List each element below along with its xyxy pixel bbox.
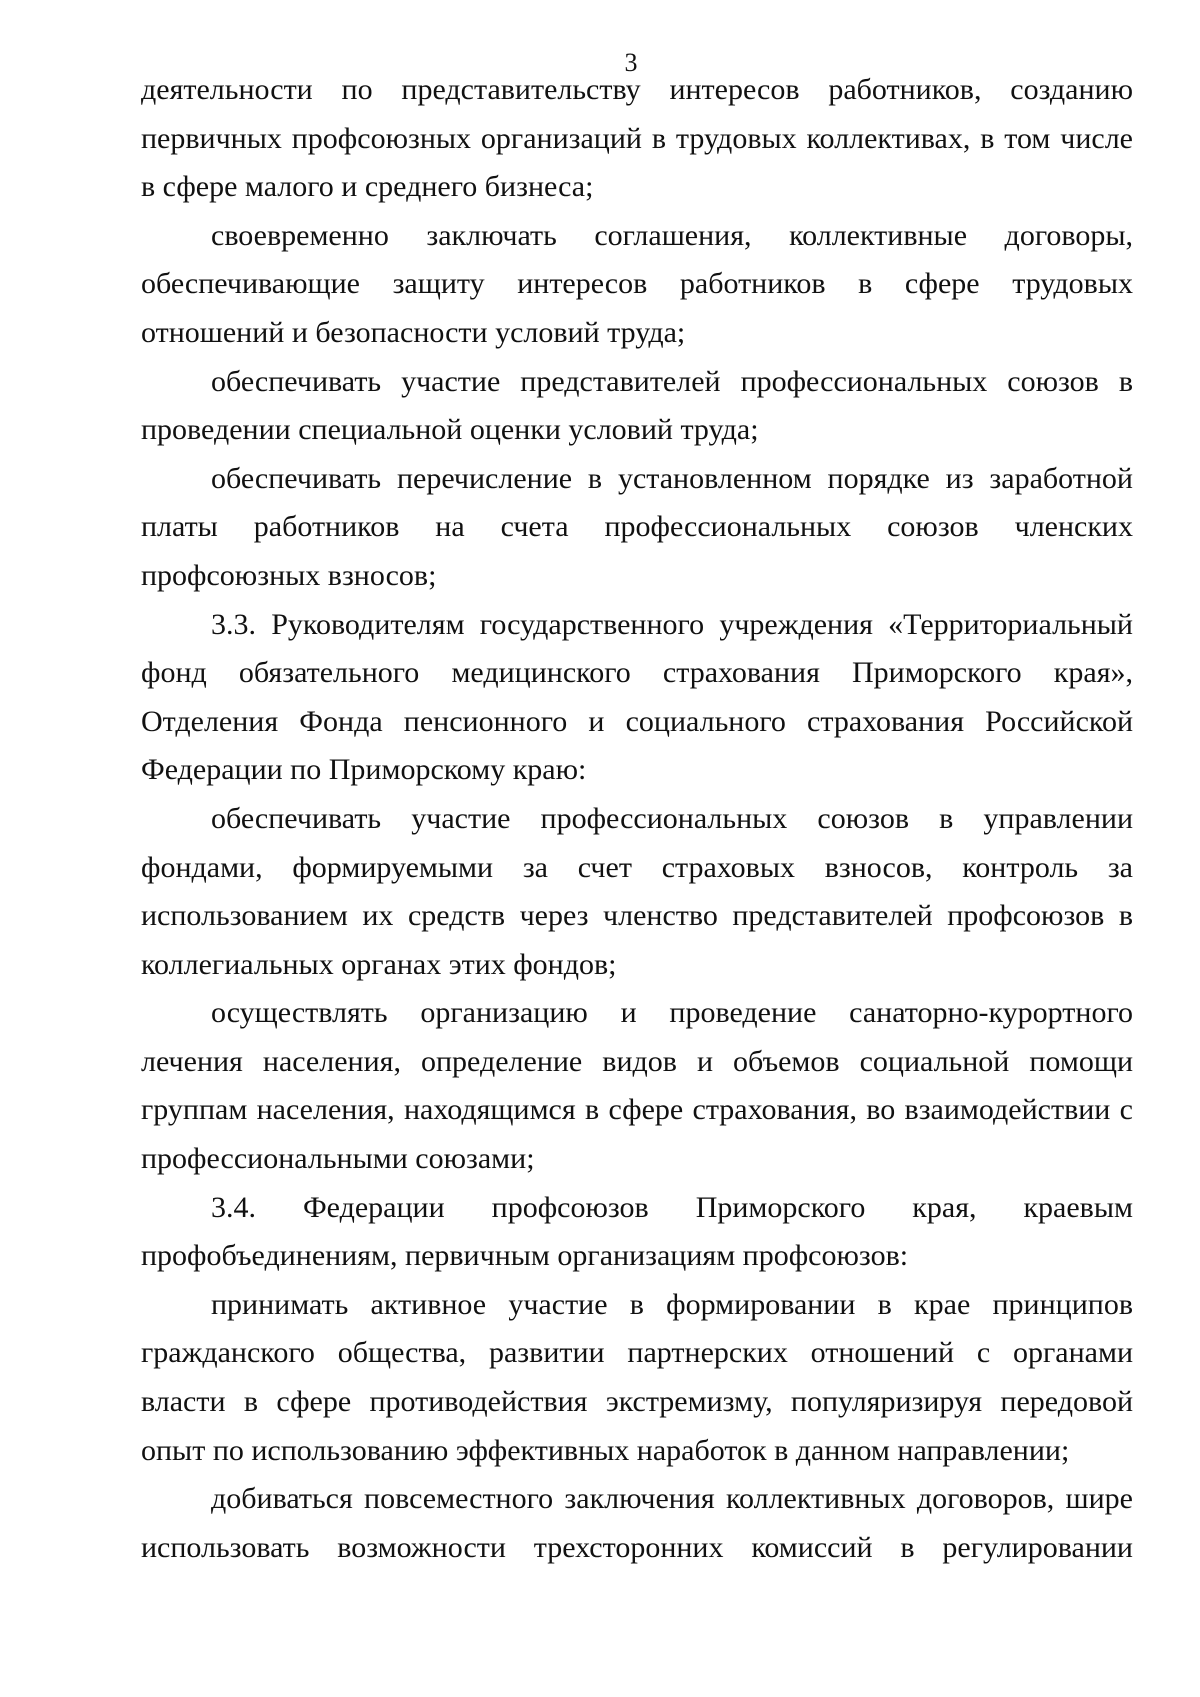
- paragraph-civil-society: принимать активное участие в формировании в крае принципов гражданского общества, развитии партнерских отношений с органами власти в сфере противодействия экстремизму, популяризируя передовой опыт по использованию эффективных наработок в данном направлении;: [141, 1287, 1133, 1467]
- page-number: 3: [624, 48, 638, 77]
- paragraph-section-3-3: 3.3. Руководителям государственного учреждения «Территориальный фонд обязательного медицинского страхования Приморского края», Отделения Фонда пенсионного и социального страхования Российской Федерации по Приморскому краю:: [141, 607, 1133, 787]
- document-body: [141, 66, 1133, 1572]
- paragraph-continuation: деятельности по представительству интересов работников, созданию первичных профсоюзных организаций в трудовых коллективах, в том числе в сфере малого и среднего бизнеса;: [141, 73, 1133, 204]
- paragraph-union-participation-assessment: обеспечивать участие представителей профессиональных союзов в проведении специальной оценки условий труда;: [141, 364, 1133, 447]
- paragraph-section-3-4: 3.4. Федерации профсоюзов Приморского края, краевым профобъединениям, первичным организациям профсоюзов:: [141, 1190, 1133, 1273]
- paragraph-sanatorium-treatment: осуществлять организацию и проведение санаторно-курортного лечения населения, определение видов и объемов социальной помощи группам населения, находящимся в сфере страхования, во взаимодействии с профессиональными союзами;: [141, 996, 1133, 1176]
- paragraph-collective-agreements: добиваться повсеместного заключения коллективных договоров, шире использовать возможности трехсторонних комиссий в регулировании: [141, 1482, 1133, 1564]
- paragraph-membership-fees: обеспечивать перечисление в установленном порядке из заработной платы работников на счета профессиональных союзов членских профсоюзных взносов;: [141, 461, 1133, 592]
- paragraph-fund-management: обеспечивать участие профессиональных союзов в управлении фондами, формируемыми за счет страховых взносов, контроль за использованием их средств через членство представителей профсоюзов в коллегиальных органах этих фондов;: [141, 801, 1133, 981]
- paragraph-conclude-agreements: своевременно заключать соглашения, коллективные договоры, обеспечивающие защиту интересов работников в сфере трудовых отношений и безопасности условий труда;: [141, 218, 1133, 349]
